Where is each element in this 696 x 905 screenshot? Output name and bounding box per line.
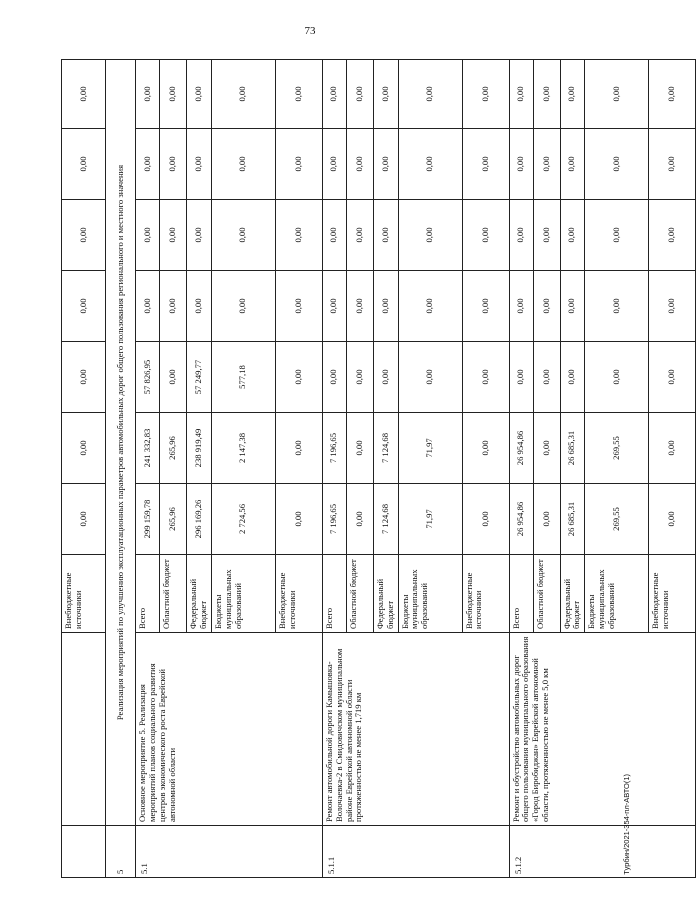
amount-cell: 0,00 (649, 271, 696, 342)
amount-cell: 7 124,68 (373, 413, 398, 484)
amount-cell: 0,00 (136, 129, 160, 200)
amount-cell: 0,00 (398, 342, 462, 413)
amount-cell: 0,00 (346, 60, 373, 129)
amount-cell: 0,00 (322, 60, 346, 129)
amount-cell: 0,00 (346, 342, 373, 413)
amount-cell: 0,00 (275, 129, 322, 200)
section-title-cell: Реализация мероприятий по улучшению эксплуатационных параметров автомобильных дорог общего пользования регионального и местного значения (106, 60, 136, 826)
amount-cell: 26 954,86 (509, 484, 533, 555)
amount-cell: 0,00 (346, 200, 373, 271)
amount-cell: 0,00 (275, 200, 322, 271)
amount-cell: 0,00 (322, 200, 346, 271)
amount-cell: 0,00 (322, 129, 346, 200)
amount-cell: 0,00 (160, 342, 187, 413)
amount-cell: 0,00 (62, 413, 106, 484)
funding-source-cell: Федеральный бюджет (187, 555, 212, 633)
row-index-cell: 5.1.1 (322, 826, 509, 878)
amount-cell: 0,00 (373, 200, 398, 271)
amount-cell: 0,00 (509, 200, 533, 271)
funding-source-cell: Всего (509, 555, 533, 633)
amount-cell: 0,00 (62, 342, 106, 413)
amount-cell: 0,00 (62, 60, 106, 129)
amount-cell: 0,00 (462, 342, 509, 413)
amount-cell: 0,00 (533, 342, 560, 413)
row-index-cell: 5.1 (136, 826, 323, 878)
amount-cell: 0,00 (346, 271, 373, 342)
amount-cell: 0,00 (649, 60, 696, 129)
activity-name-cell: Ремонт автомобильной дороги Камышовка-Волочаевка-2 в Смидовичском муниципальном районе Еврейской автономной области протяженностью не менее 1,719 км (322, 633, 509, 826)
amount-cell: 0,00 (462, 271, 509, 342)
funding-source-cell: Областной бюджет (160, 555, 187, 633)
amount-cell: 0,00 (398, 200, 462, 271)
amount-cell: 0,00 (275, 271, 322, 342)
amount-cell: 0,00 (373, 342, 398, 413)
amount-cell: 299 159,78 (136, 484, 160, 555)
amount-cell: 0,00 (509, 342, 533, 413)
amount-cell: 0,00 (533, 271, 560, 342)
activity-name-cell: Основное мероприятие 5. Реализация мероприятий планов социального развития центров экономического роста Еврейской автономной области (136, 633, 323, 826)
amount-cell: 0,00 (160, 129, 187, 200)
amount-cell: 26 954,86 (509, 413, 533, 484)
table-row (322, 60, 346, 878)
amount-cell: 0,00 (275, 60, 322, 129)
amount-cell: 0,00 (585, 60, 649, 129)
amount-cell: 0,00 (187, 271, 212, 342)
amount-cell: 0,00 (462, 129, 509, 200)
amount-cell: 0,00 (560, 271, 585, 342)
section-index-cell: 5 (106, 826, 136, 878)
amount-cell: 265,96 (160, 484, 187, 555)
amount-cell: 0,00 (62, 271, 106, 342)
amount-cell: 0,00 (346, 129, 373, 200)
amount-cell: 71,97 (398, 413, 462, 484)
amount-cell: 0,00 (211, 200, 275, 271)
amount-cell: 0,00 (322, 342, 346, 413)
amount-cell: 0,00 (533, 129, 560, 200)
row-index-cell (62, 826, 106, 878)
amount-cell: 0,00 (62, 129, 106, 200)
amount-cell: 0,00 (187, 60, 212, 129)
budget-table (61, 59, 696, 878)
amount-cell: 2 147,38 (211, 413, 275, 484)
amount-cell: 0,00 (509, 60, 533, 129)
funding-source-cell: Внебюджетные источники (649, 555, 696, 633)
amount-cell: 0,00 (346, 484, 373, 555)
amount-cell: 0,00 (187, 200, 212, 271)
amount-cell: 0,00 (462, 413, 509, 484)
funding-source-cell: Всего (136, 555, 160, 633)
amount-cell: 71,97 (398, 484, 462, 555)
amount-cell: 0,00 (187, 129, 212, 200)
amount-cell: 0,00 (62, 484, 106, 555)
amount-cell: 0,00 (533, 484, 560, 555)
amount-cell: 0,00 (136, 60, 160, 129)
amount-cell: 238 919,49 (187, 413, 212, 484)
page-number: 73 (304, 25, 316, 37)
amount-cell: 7 196,65 (322, 413, 346, 484)
amount-cell: 7 124,68 (373, 484, 398, 555)
amount-cell: 26 685,31 (560, 413, 585, 484)
amount-cell: 265,96 (160, 413, 187, 484)
amount-cell: 0,00 (649, 413, 696, 484)
funding-source-cell: Федеральный бюджет (560, 555, 585, 633)
amount-cell: 0,00 (560, 200, 585, 271)
funding-source-cell: Внебюджетные источники (62, 555, 106, 633)
amount-cell: 0,00 (398, 271, 462, 342)
amount-cell: 0,00 (275, 413, 322, 484)
amount-cell: 0,00 (211, 60, 275, 129)
table-row (136, 60, 160, 878)
amount-cell: 7 196,65 (322, 484, 346, 555)
amount-cell: 0,00 (585, 129, 649, 200)
amount-cell: 0,00 (560, 129, 585, 200)
amount-cell: 0,00 (649, 129, 696, 200)
amount-cell: 0,00 (585, 342, 649, 413)
amount-cell: 26 685,31 (560, 484, 585, 555)
amount-cell: 296 169,26 (187, 484, 212, 555)
amount-cell: 0,00 (398, 129, 462, 200)
funding-source-cell: Федеральный бюджет (373, 555, 398, 633)
amount-cell: 0,00 (373, 271, 398, 342)
amount-cell: 0,00 (649, 200, 696, 271)
amount-cell: 0,00 (585, 271, 649, 342)
document-code: Турбин/2021-354-пл-АВТО(1) (622, 774, 631, 875)
amount-cell: 0,00 (533, 60, 560, 129)
funding-source-cell: Бюджеты муниципальных образований (585, 555, 649, 633)
amount-cell: 0,00 (346, 413, 373, 484)
funding-source-cell: Бюджеты муниципальных образований (211, 555, 275, 633)
activity-name-cell: Ремонт и обустройство автомобильных дорог общего пользования муниципального образования «Город Биробиджан» Еврейской автономной области, протяженностью не менее 5,0 км (509, 633, 696, 826)
amount-cell: 577,18 (211, 342, 275, 413)
amount-cell: 0,00 (649, 342, 696, 413)
amount-cell: 57 826,95 (136, 342, 160, 413)
amount-cell: 0,00 (160, 60, 187, 129)
table-row (62, 60, 106, 878)
funding-source-cell: Внебюджетные источники (275, 555, 322, 633)
funding-source-cell: Областной бюджет (346, 555, 373, 633)
amount-cell: 269,55 (585, 484, 649, 555)
amount-cell: 0,00 (560, 342, 585, 413)
table-row (509, 60, 533, 878)
amount-cell: 0,00 (211, 129, 275, 200)
amount-cell: 0,00 (136, 271, 160, 342)
amount-cell: 0,00 (585, 200, 649, 271)
funding-source-cell: Всего (322, 555, 346, 633)
amount-cell: 0,00 (62, 200, 106, 271)
amount-cell: 0,00 (560, 60, 585, 129)
amount-cell: 0,00 (398, 60, 462, 129)
amount-cell: 57 249,77 (187, 342, 212, 413)
table-body (62, 60, 696, 878)
amount-cell: 2 724,56 (211, 484, 275, 555)
amount-cell: 0,00 (533, 413, 560, 484)
row-index-cell: 5.1.2 (509, 826, 696, 878)
amount-cell: 0,00 (136, 200, 160, 271)
amount-cell: 0,00 (649, 484, 696, 555)
amount-cell: 0,00 (275, 484, 322, 555)
funding-source-cell: Областной бюджет (533, 555, 560, 633)
amount-cell: 0,00 (373, 60, 398, 129)
amount-cell: 0,00 (160, 271, 187, 342)
amount-cell: 0,00 (160, 200, 187, 271)
amount-cell: 0,00 (509, 129, 533, 200)
amount-cell: 241 332,83 (136, 413, 160, 484)
amount-cell: 0,00 (509, 271, 533, 342)
amount-cell: 0,00 (275, 342, 322, 413)
activity-name-cell (62, 633, 106, 826)
amount-cell: 0,00 (533, 200, 560, 271)
funding-source-cell: Бюджеты муниципальных образований (398, 555, 462, 633)
amount-cell: 269,55 (585, 413, 649, 484)
funding-source-cell: Внебюджетные источники (462, 555, 509, 633)
amount-cell: 0,00 (373, 129, 398, 200)
amount-cell: 0,00 (462, 200, 509, 271)
table-row (106, 60, 136, 878)
amount-cell: 0,00 (211, 271, 275, 342)
amount-cell: 0,00 (322, 271, 346, 342)
amount-cell: 0,00 (462, 60, 509, 129)
amount-cell: 0,00 (462, 484, 509, 555)
